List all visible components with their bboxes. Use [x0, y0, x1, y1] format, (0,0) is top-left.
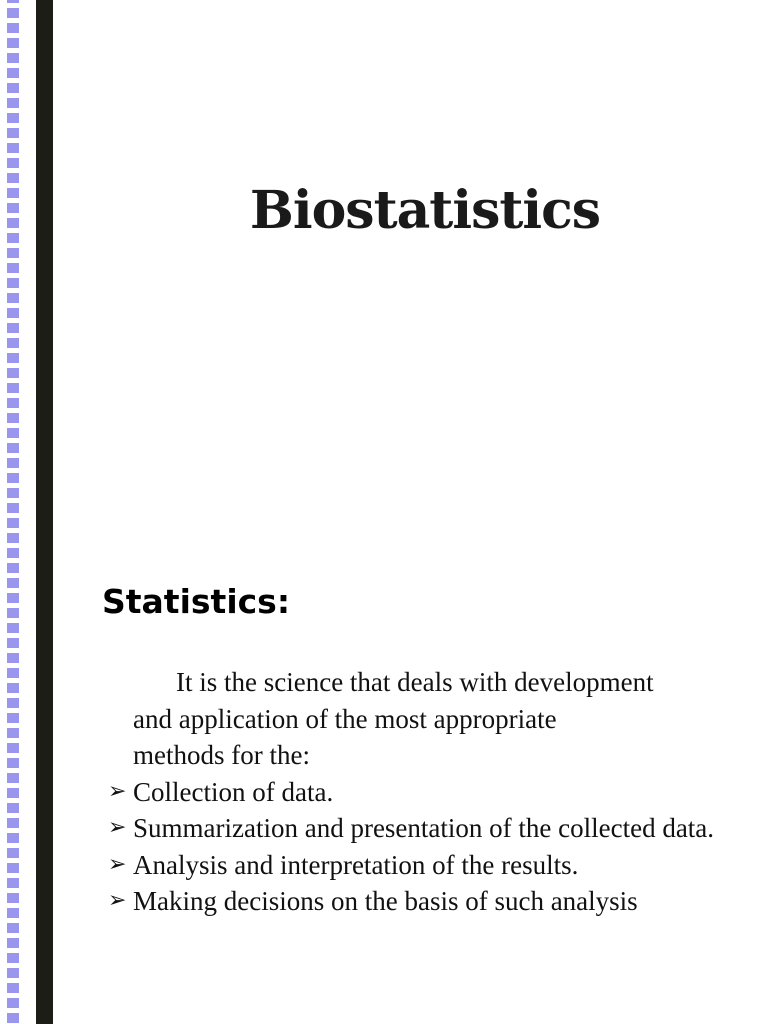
arrowhead-bullet-icon: ➢: [108, 815, 127, 840]
intro-line: and application of the most appropriate: [133, 703, 557, 734]
bullet-item: [108, 883, 728, 920]
bullet-text: Making decisions on the basis of such analysis: [133, 886, 638, 916]
decorative-dark-bar: [36, 0, 53, 1024]
intro-line: methods for the:: [133, 740, 310, 770]
bullet-text: Collection of data.: [133, 776, 334, 807]
bullet-item: [108, 810, 728, 847]
arrowhead-bullet-icon: ➢: [108, 778, 127, 804]
bullet-list: [108, 774, 728, 920]
definition-block: [108, 664, 728, 920]
bullet-item: [108, 774, 728, 811]
decorative-square-column: [7, 0, 19, 1024]
intro-paragraph: [108, 664, 728, 774]
bullet-item: [108, 847, 728, 884]
slide-title: Biostatistics: [249, 180, 601, 241]
section-heading: Statistics:: [102, 582, 291, 621]
arrowhead-bullet-icon: ➢: [108, 851, 127, 877]
intro-line: It is the science that deals with development: [176, 667, 654, 697]
bullet-text: Analysis and interpretation of the results.: [133, 849, 579, 880]
bullet-text: Summarization and presentation of the collected data.: [133, 813, 715, 843]
arrowhead-bullet-icon: ➢: [108, 888, 127, 913]
